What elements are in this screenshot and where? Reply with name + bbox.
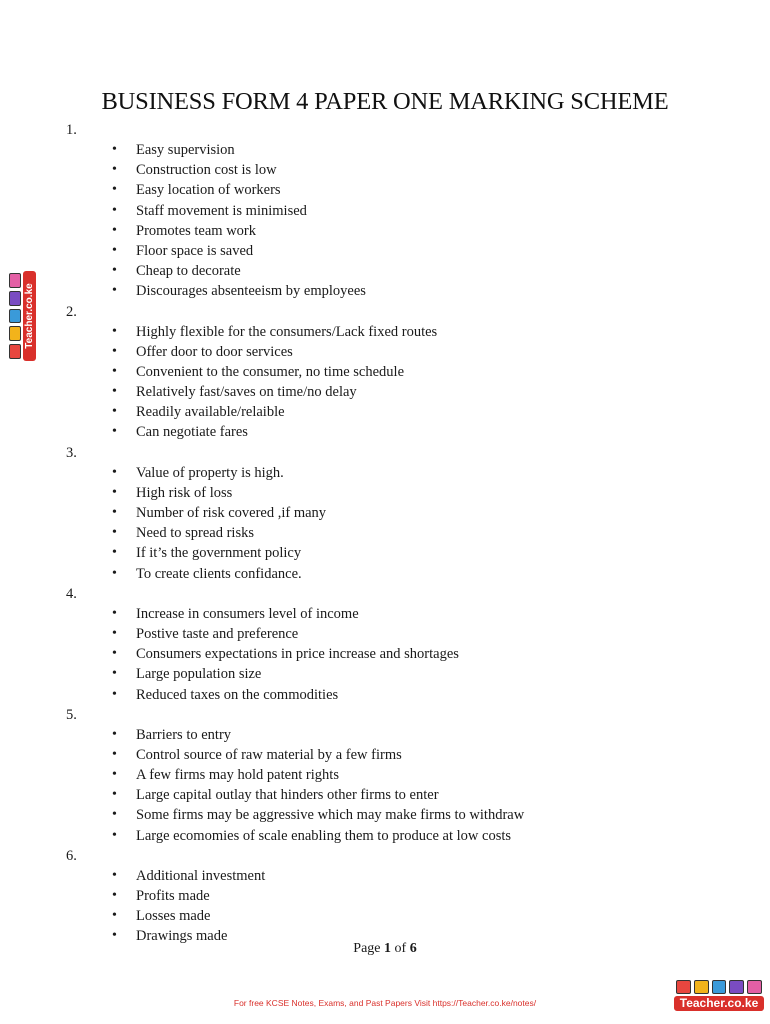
answer-item: • If it’s the government policy xyxy=(110,543,746,563)
answer-item: • Barriers to entry xyxy=(110,725,746,745)
answer-item: • Reduced taxes on the commodities xyxy=(110,685,746,705)
teacher-logo-side xyxy=(9,271,41,361)
page-label: Page xyxy=(353,941,385,956)
answer-item: • Large capital outlay that hinders other firms to enter xyxy=(110,785,746,805)
answer-list xyxy=(66,322,746,443)
answer-item: • Easy location of workers xyxy=(110,180,746,200)
answer-item: • Cheap to decorate xyxy=(110,261,746,281)
answer-item: • Offer door to door services xyxy=(110,342,746,362)
answer-item: • Convenient to the consumer, no time schedule xyxy=(110,362,746,382)
answer-item: • Profits made xyxy=(110,886,746,906)
page-title: BUSINESS FORM 4 PAPER ONE MARKING SCHEME xyxy=(101,88,669,115)
answer-item: • Losses made xyxy=(110,906,746,926)
answer-item: • Readily available/relaible xyxy=(110,402,746,422)
footer-link[interactable]: For free KCSE Notes, Exams, and Past Papers Visit https://Teacher.co.ke/notes/ xyxy=(233,998,537,1008)
logo-text: Teacher.co.ke xyxy=(23,271,36,361)
answer-item: • Staff movement is minimised xyxy=(110,201,746,221)
answer-item: • Increase in consumers level of income xyxy=(110,604,746,624)
teacher-logo xyxy=(674,980,764,1012)
answer-item: • Floor space is saved xyxy=(110,241,746,261)
of-label: of xyxy=(391,941,410,956)
page-total: 6 xyxy=(409,941,417,956)
answer-item: • Large population size xyxy=(110,664,746,684)
page-current: 1 xyxy=(384,941,392,956)
answer-item: • High risk of loss xyxy=(110,483,746,503)
answer-item: • Drawings made xyxy=(110,926,746,946)
logo-blocks xyxy=(9,271,21,361)
answer-item: • Postive taste and preference xyxy=(110,624,746,644)
answer-item: • Easy supervision xyxy=(110,140,746,160)
answer-item: • To create clients confidance. xyxy=(110,564,746,584)
answer-list xyxy=(66,140,746,302)
answer-item: • Number of risk covered ,if many xyxy=(110,503,746,523)
answer-item: • Large ecomomies of scale enabling them to produce at low costs xyxy=(110,826,746,846)
question-number: 2. xyxy=(66,303,77,320)
question-number: 1. xyxy=(66,122,77,138)
answer-item: • A few firms may hold patent rights xyxy=(110,765,746,785)
answer-item: • Relatively fast/saves on time/no delay xyxy=(110,382,746,402)
question-number: 4. xyxy=(66,585,77,602)
answer-item: • Can negotiate fares xyxy=(110,422,746,442)
answer-list xyxy=(66,604,746,705)
question-number: 6. xyxy=(66,847,77,864)
logo-blocks xyxy=(674,980,764,994)
answer-item: • Need to spread risks xyxy=(110,523,746,543)
answer-item: • Value of property is high. xyxy=(110,463,746,483)
answer-item: • Additional investment xyxy=(110,866,746,886)
answer-list xyxy=(66,725,746,846)
answer-list xyxy=(66,866,746,947)
page-number xyxy=(0,941,770,957)
answer-item: • Some firms may be aggressive which may make firms to withdraw xyxy=(110,805,746,825)
answer-item: • Promotes team work xyxy=(110,221,746,241)
marking-scheme-list xyxy=(66,120,746,947)
answer-item: • Construction cost is low xyxy=(110,160,746,180)
answer-item: • Control source of raw material by a few firms xyxy=(110,745,746,765)
question-number: 3. xyxy=(66,444,77,461)
answer-item: • Consumers expectations in price increase and shortages xyxy=(110,644,746,664)
answer-list xyxy=(66,463,746,584)
question-number: 5. xyxy=(66,706,77,723)
answer-item: • Discourages absenteeism by employees xyxy=(110,281,746,301)
logo-text: Teacher.co.ke xyxy=(674,996,764,1011)
answer-item: • Highly flexible for the consumers/Lack fixed routes xyxy=(110,322,746,342)
